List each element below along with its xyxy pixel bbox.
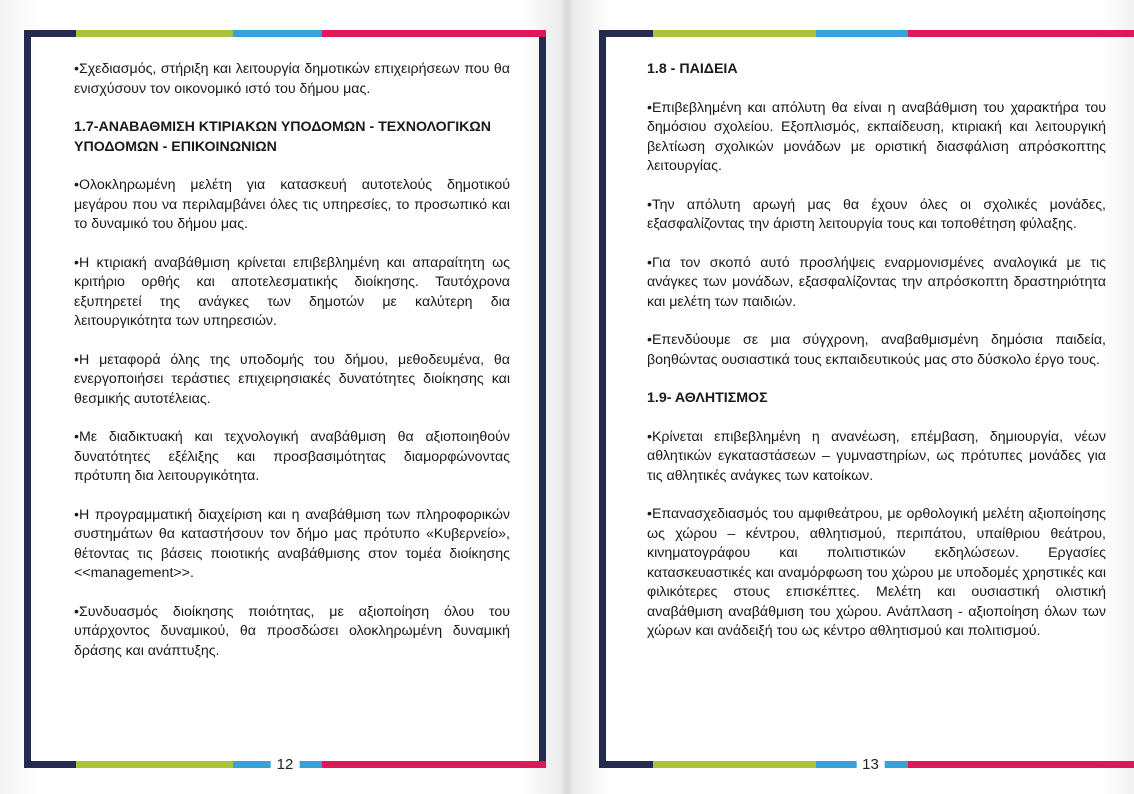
bullet-paragraph: • Η προγραμματική διαχείριση και η αναβάθμιση των πληροφορικών συστημάτων θα καταστήσουν τον δήμο μας πρότυπο «Κυβερνείο», θέτοντας τις βάσεις ποιοτικής αναβάθμισης στον τομέα διοίκησης <<management>>. <box>60 506 510 584</box>
page-number: 13 <box>856 756 885 774</box>
right-page <box>599 30 1134 773</box>
top-color-bar <box>599 30 1134 37</box>
top-color-bar <box>24 30 546 37</box>
page-content <box>60 60 510 680</box>
bullet-paragraph: • Η μεταφορά όλης της υποδομής του δήμου, μεθοδευμένα, θα ενεργοποιήσει τεράστιες επιχειρησιακές δυνατότητες διοίκησης και θεσμικής αυτοτέλειας. <box>60 351 510 410</box>
bullet-paragraph: • Επανασχεδιασμός του αμφιθεάτρου, με ορθολογική μελέτη αξιοποίησης ως χώρου – κέντρου, αθλητισμού, περιπάτου, υπαίθριου θεάτρου, κινηματογράφου και πολιτιστικών εκδηλώσεων. Εργασίες κατασκευαστικές και αναμόρφωση του χώρου με υποδομές χρηστικές και φιλικότερες στους επισκέπτες. Μελέτη και ουσιαστική ολιστική αναβάθμιση αναβάθμιση του χώρου. Ανάπλαση - αξιοποίηση όλων των χώρων και ανάδειξή του ως κέντρο αθλητισμού και πολιτισμού. <box>633 505 1106 642</box>
page-number: 12 <box>271 756 300 774</box>
bullet-paragraph: • Σχεδιασμός, στήριξη και λειτουργία δημοτικών επιχειρήσεων που θα ενισχύσουν τον οικονομικό ιστό του δήμου μας. <box>60 60 510 99</box>
section-heading: 1.7-ΑΝΑΒΑΘΜΙΣΗ ΚΤΙΡΙΑΚΩΝ ΥΠΟΔΟΜΩΝ - ΤΕΧΝΟΛΟΓΙΚΩΝ ΥΠΟΔΟΜΩΝ - ΕΠΙΚΟΙΝΩΝΙΩΝ <box>74 119 492 155</box>
section-heading: 1.8 - ΠΑΙΔΕΙΑ <box>647 61 738 77</box>
bullet-paragraph: • Με διαδικτυακή και τεχνολογική αναβάθμιση θα αξιοποιηθούν δυνατότητες εξέλιξης και προσβασιμότητας διαμορφώνοντας πρότυπη δια λειτουργικότητα. <box>60 428 510 487</box>
bullet-paragraph: • Επενδύουμε σε μια σύγχρονη, αναβαθμισμένη δημόσια παιδεία, βοηθώντας ουσιαστικά τους εκπαιδευτικούς μας στο δύσκολο έργο τους. <box>633 331 1106 370</box>
left-page <box>24 30 546 773</box>
section-heading: 1.9- ΑΘΛΗΤΙΣΜΟΣ <box>647 390 768 406</box>
bullet-paragraph: • Συνδυασμός διοίκησης ποιότητας, με αξιοποίηση όλου του υπάρχοντος δυναμικού, θα προσδώσει ολοκληρωμένη δυναμική δράσης και ανάπτυξης. <box>60 603 510 662</box>
bullet-paragraph: • Την απόλυτη αρωγή μας θα έχουν όλες οι σχολικές μονάδες, εξασφαλίζοντας την άριστη λειτουργία τους και τοποθέτηση φύλαξης. <box>633 196 1106 235</box>
bullet-paragraph: • Ολοκληρωμένη μελέτη για κατασκευή αυτοτελούς δημοτικού μεγάρου που να περιλαμβάνει όλες τις υπηρεσίες, το προσωπικό και το δυναμικό του δήμου μας. <box>60 176 510 235</box>
bullet-paragraph: • Κρίνεται επιβεβλημένη η ανανέωση, επέμβαση, δημιουργία, νέων αθλητικών εγκαταστάσεων – γυμναστηρίων, ως πρότυπες μονάδες για τις αθλητικές ανάγκες των κατοίκων. <box>633 428 1106 487</box>
page-content <box>633 60 1106 661</box>
bullet-paragraph: • Η κτιριακή αναβάθμιση κρίνεται επιβεβλημένη και απαραίτητη ως κριτήριο ορθής και αποτελεσματικής διοίκησης. Ταυτόχρονα εξυπηρετεί της ανάγκες των δημοτών με καλύτερη δια λειτουργικότητα των υπηρεσιών. <box>60 254 510 332</box>
bullet-paragraph: • Για τον σκοπό αυτό προσλήψεις εναρμονισμένες αναλογικά με τις ανάγκες των μονάδων, εξασφαλίζοντας την απρόσκοπτη δραστηριότητα και μελέτη των παιδιών. <box>633 254 1106 313</box>
bullet-paragraph: • Επιβεβλημένη και απόλυτη θα είναι η αναβάθμιση του χαρακτήρα του δημόσιου σχολείου. Εξοπλισμός, εκπαίδευση, κτιριακή και λειτουργική βελτίωση σχολικών μονάδων με οριστική διασφάλιση απρόσκοπτης λειτουργίας. <box>633 99 1106 177</box>
